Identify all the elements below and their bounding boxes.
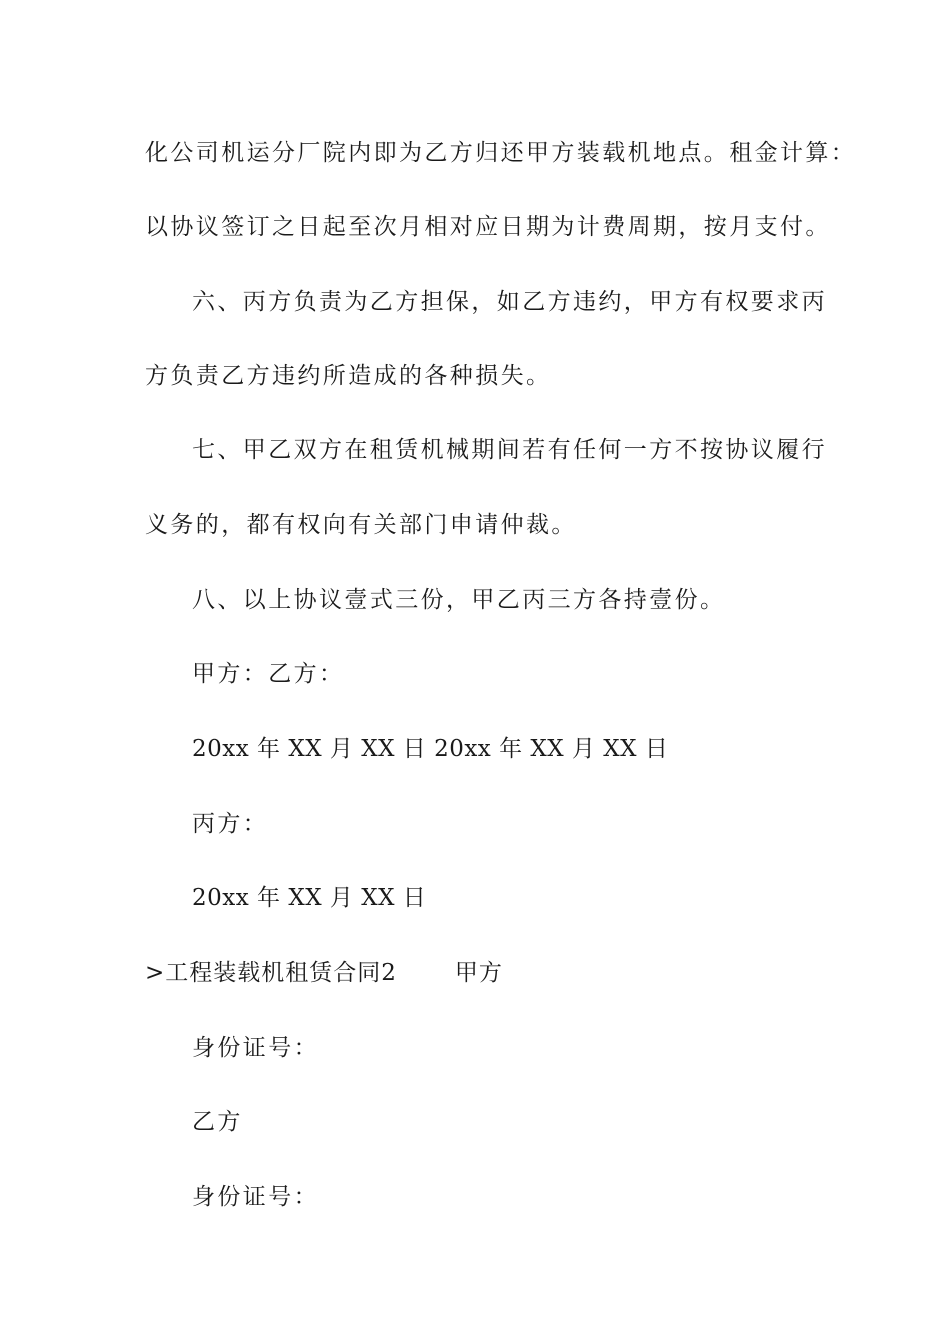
signature-dates: 20xx 年 XX 月 XX 日 20xx 年 XX 月 XX 日 (192, 736, 669, 762)
clause-seven-line: 七、甲乙双方在租赁机械期间若有任何一方不按协议履行 (192, 437, 827, 463)
signature-parties-label: 甲方：乙方： (192, 661, 345, 687)
paragraph-line: 化公司机运分厂院内即为乙方归还甲方装载机地点。租金计算： (145, 140, 857, 166)
clause-eight-line: 八、以上协议壹式三份，甲乙丙三方各持壹份。 (192, 587, 726, 613)
party-b-id-label: 身份证号： (192, 1184, 319, 1210)
party-a-label: 甲方 (454, 960, 503, 986)
paragraph-line: 以协议签订之日起至次月相对应日期为计费周期，按月支付。 (145, 214, 831, 240)
paragraph-line: 方负责乙方违约所造成的各种损失。 (145, 363, 552, 389)
party-c-date: 20xx 年 XX 月 XX 日 (192, 885, 427, 911)
party-a-id-label: 身份证号： (192, 1035, 319, 1061)
clause-six-line: 六、丙方负责为乙方担保，如乙方违约，甲方有权要求丙 (192, 289, 827, 315)
section-heading (145, 958, 835, 988)
party-c-label: 丙方： (192, 811, 269, 837)
contract-title: >工程装载机租赁合同2 (145, 960, 397, 986)
paragraph-line: 义务的，都有权向有关部门申请仲裁。 (145, 512, 577, 538)
party-b-label: 乙方 (192, 1109, 243, 1135)
